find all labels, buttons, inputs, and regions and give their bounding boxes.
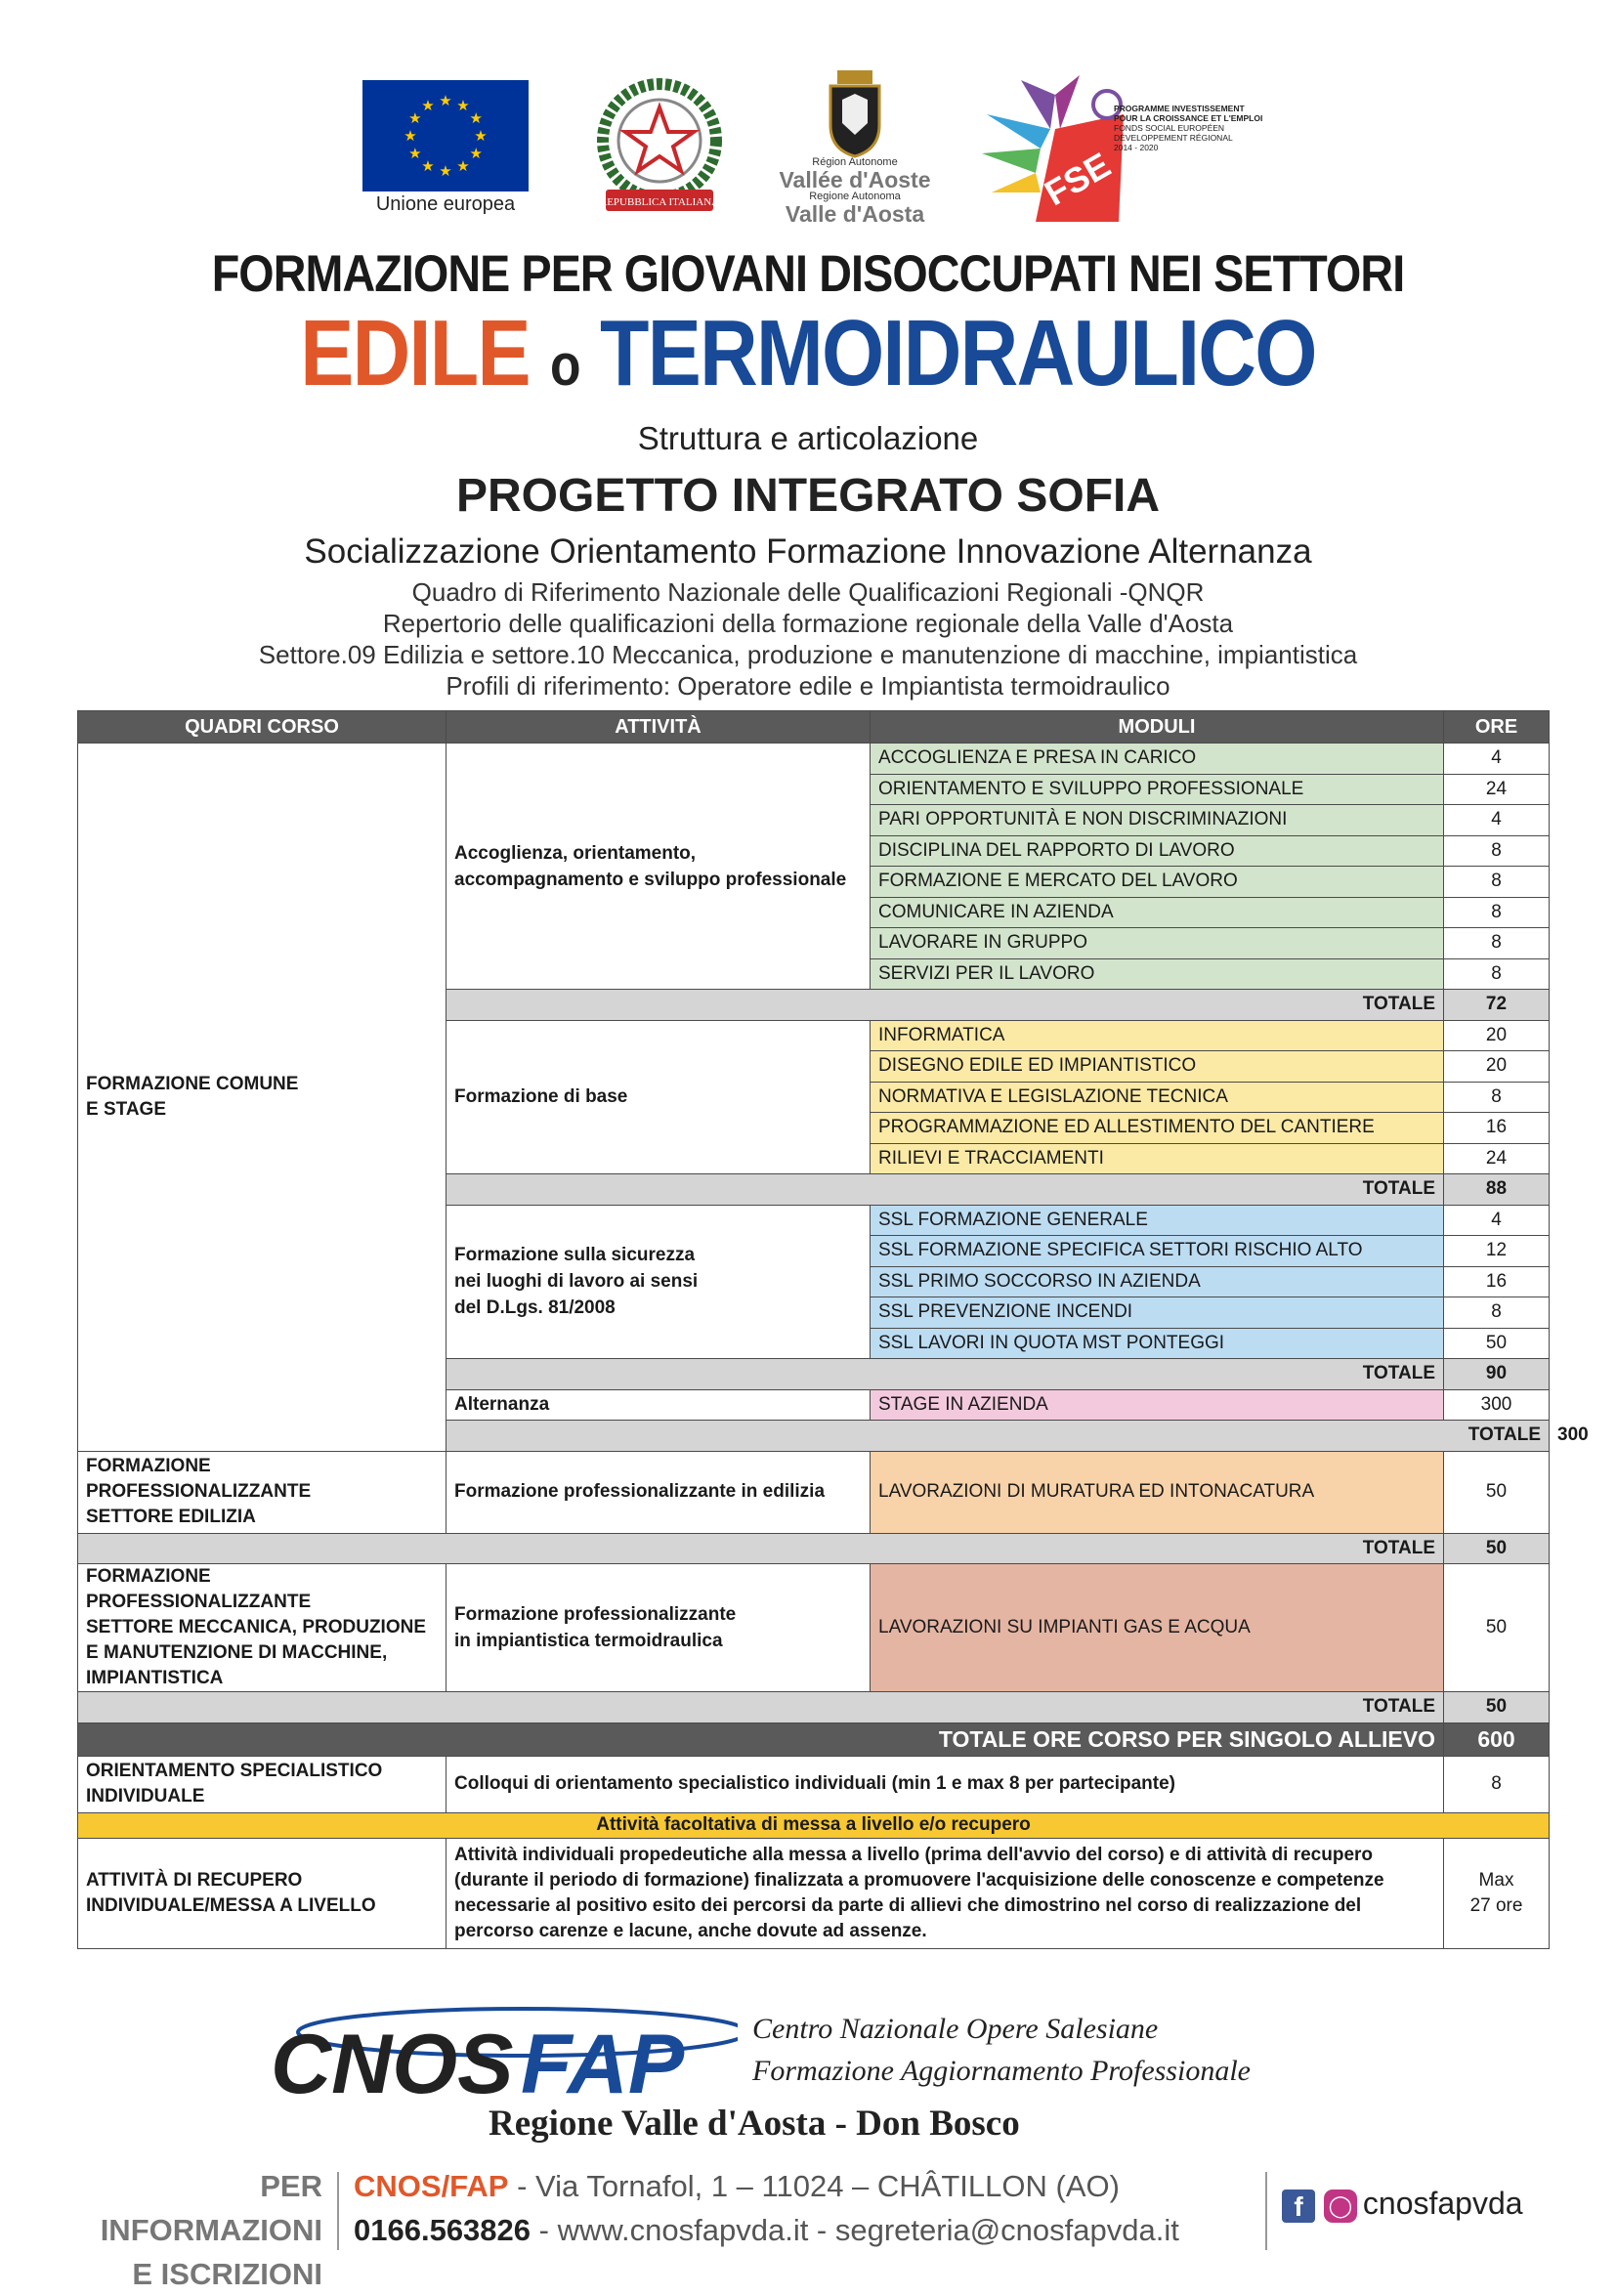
cnos-word: CNOS: [271, 2018, 514, 2110]
instagram-icon[interactable]: ◯: [1324, 2190, 1357, 2223]
modulo-cell: PROGRAMMAZIONE ED ALLESTIMENTO DEL CANTIERE: [871, 1113, 1444, 1144]
ore-cell: 8: [1444, 897, 1550, 928]
ore-cell: 50: [1444, 1451, 1550, 1533]
modulo-cell: ACCOGLIENZA E PRESA IN CARICO: [871, 744, 1444, 775]
social-handle[interactable]: [1282, 2186, 1523, 2223]
ore-cell: 12: [1444, 1236, 1550, 1267]
info-line: Profili di riferimento: Operatore edile e Impiantista termoidraulico: [446, 671, 1170, 701]
org-name: CNOS/FAP: [354, 2169, 509, 2203]
ore-cell: Max 27 ore: [1444, 1838, 1550, 1948]
grand-total-value: 600: [1444, 1722, 1550, 1756]
cnosfap-logo: [269, 2003, 738, 2110]
ore-cell: 8: [1444, 835, 1550, 867]
ore-cell: 8: [1444, 1082, 1550, 1113]
ore-cell: 8: [1444, 958, 1550, 990]
total-label: TOTALE: [447, 1421, 1550, 1452]
o-word: o: [550, 332, 579, 398]
quadro-cell: ATTIVITÀ DI RECUPERO INDIVIDUALE/MESSA A LIVELLO: [78, 1838, 447, 1948]
eu-star-icon: ★: [474, 128, 488, 145]
modulo-cell: DISEGNO EDILE ED IMPIANTISTICO: [871, 1051, 1444, 1083]
info-label-line: E ISCRIZIONI: [132, 2257, 322, 2291]
info-label: [68, 2164, 322, 2296]
grand-total-row: [78, 1722, 1550, 1756]
total-value: 50: [1444, 1692, 1550, 1723]
attivita-cell: Formazione di base: [447, 1020, 871, 1174]
info-line: Quadro di Riferimento Nazionale delle Qualificazioni Regionali -QNQR: [411, 577, 1205, 607]
edile-word: EDILE: [300, 301, 530, 405]
acronym-line: Socializzazione Orientamento Formazione Innovazione Alternanza: [304, 532, 1312, 571]
total-label: TOTALE: [447, 1174, 1444, 1206]
modulo-cell: ORIENTAMENTO E SVILUPPO PROFESSIONALE: [871, 774, 1444, 805]
divider: [337, 2172, 339, 2250]
modulo-cell: SERVIZI PER IL LAVORO: [871, 958, 1444, 990]
fse-line: DÉVELOPPEMENT RÉGIONAL: [1114, 133, 1233, 143]
ore-cell: 50: [1444, 1564, 1550, 1692]
contact-details: [354, 2164, 1179, 2252]
web-email[interactable]: - www.cnosfapvda.it - segreteria@cnosfapvda.it: [531, 2213, 1179, 2247]
col-header: MODULI: [871, 711, 1444, 744]
table-row: [78, 1451, 1550, 1533]
sector-heading: [113, 301, 1503, 414]
table-header-row: [78, 711, 1550, 744]
org-line: Formazione Aggiornamento Professionale: [752, 2055, 1251, 2087]
ore-cell: 50: [1444, 1328, 1550, 1359]
attivita-cell: Alternanza: [447, 1389, 871, 1421]
structure-subtitle: Struttura e articolazione: [637, 420, 979, 456]
eu-star-icon: ★: [456, 97, 470, 114]
eu-star-icon: ★: [439, 93, 452, 109]
ore-cell: 16: [1444, 1113, 1550, 1144]
modulo-cell: SSL LAVORI IN QUOTA MST PONTEGGI: [871, 1328, 1444, 1359]
eu-star-icon: ★: [404, 128, 417, 145]
modulo-cell: RILIEVI E TRACCIAMENTI: [871, 1143, 1444, 1174]
fse-logo: [982, 75, 1128, 227]
modulo-cell: INFORMATICA: [871, 1020, 1444, 1051]
attivita-cell: Formazione sulla sicurezza nei luoghi di lavoro ai sensi del D.Lgs. 81/2008: [447, 1205, 871, 1359]
ore-cell: 4: [1444, 1205, 1550, 1236]
optional-activity-label: Attività facoltativa di messa a livello e/o recupero: [78, 1812, 1550, 1838]
modulo-cell: FORMAZIONE E MERCATO DEL LAVORO: [871, 867, 1444, 898]
eu-star-icon: ★: [408, 146, 422, 162]
contact-footer: [0, 2164, 1616, 2291]
modulo-cell: LAVORAZIONI SU IMPIANTI GAS E ACQUA: [871, 1564, 1444, 1692]
reference-info: [0, 576, 1616, 702]
total-row: [78, 1692, 1550, 1723]
quadro-cell: FORMAZIONE COMUNE E STAGE: [78, 744, 447, 1452]
facebook-icon[interactable]: f: [1282, 2190, 1315, 2223]
total-row: TOTALE 300: [78, 1421, 1550, 1452]
eu-caption: Unione europea: [375, 193, 516, 215]
quadro-cell: FORMAZIONE PROFESSIONALIZZANTE SETTORE MECCANICA, PRODUZIONE E MANUTENZIONE DI MACCHINE, IMPIANTISTICA: [78, 1564, 447, 1692]
total-value: 50: [1444, 1533, 1550, 1564]
quadro-cell: FORMAZIONE PROFESSIONALIZZANTE SETTORE EDILIZIA: [78, 1451, 447, 1533]
main-heading: FORMAZIONE PER GIOVANI DISOCCUPATI NEI SETTORI: [211, 245, 1405, 303]
vda-small-it: Regione Autonoma: [809, 191, 901, 202]
fse-line: PROGRAMME INVESTISSEMENT: [1114, 104, 1245, 113]
ore-cell: 24: [1444, 774, 1550, 805]
fse-line: POUR LA CROISSANCE ET L'EMPLOI: [1114, 113, 1263, 123]
fse-line: 2014 - 2020: [1114, 143, 1159, 152]
table-row: [78, 1564, 1550, 1692]
regione-line: Regione Valle d'Aosta - Don Bosco: [489, 2104, 1020, 2144]
table-row: [78, 744, 1550, 775]
eu-star-icon: ★: [439, 163, 452, 180]
social-name: cnosfapvda: [1362, 2186, 1523, 2221]
attivita-cell: Accoglienza, orientamento, accompagnamento e sviluppo professionale: [447, 744, 871, 990]
eu-star-icon: ★: [408, 110, 422, 127]
total-value: 72: [1444, 990, 1550, 1021]
fse-text: [1114, 104, 1290, 152]
italian-republic-emblem: [586, 70, 733, 227]
table-row: [78, 1838, 1550, 1948]
ore-cell: 20: [1444, 1020, 1550, 1051]
ore-cell: 8: [1444, 1297, 1550, 1329]
course-table: [77, 710, 1589, 1949]
ore-cell: 16: [1444, 1266, 1550, 1297]
eu-star-icon: ★: [421, 97, 435, 114]
attivita-cell: Formazione professionalizzante in edilizia: [447, 1451, 871, 1533]
grand-total-label: TOTALE ORE CORSO PER SINGOLO ALLIEVO: [78, 1722, 1444, 1756]
fse-letters: FSE: [1038, 144, 1118, 214]
attivita-cell: Formazione professionalizzante in impiantistica termoidraulica: [447, 1564, 871, 1692]
total-label: TOTALE: [78, 1533, 1444, 1564]
ore-cell: 8: [1444, 1756, 1550, 1812]
cnosfap-description: [752, 2008, 1251, 2092]
modulo-cell: LAVORARE IN GRUPPO: [871, 928, 1444, 959]
col-header: QUADRI CORSO: [78, 711, 447, 744]
attivita-description: Attività individuali propedeutiche alla messa a livello (prima dell'avvio del corso) e di attività di recupero (durante il periodo di formazione) finalizzata a promuovere l'acquisizione delle conoscenze e competenze necessarie al positivo esito dei percorsi da parte di allievi che dimostrino nel corso di realizzazione del percorso carenze e lacune, anche dovute ad assenze.: [447, 1838, 1444, 1948]
col-header: ORE: [1444, 711, 1550, 744]
eu-star-icon: ★: [421, 158, 435, 176]
total-label: TOTALE: [447, 1359, 1444, 1390]
republic-ribbon-text: REPUBBLICA ITALIANA: [599, 196, 720, 208]
logos-bar: [0, 70, 1616, 236]
project-title: PROGETTO INTEGRATO SOFIA: [455, 470, 1161, 522]
total-label: TOTALE: [78, 1692, 1444, 1723]
vda-small-fr: Région Autonome: [812, 156, 898, 168]
info-label-line: PER INFORMAZIONI: [100, 2169, 322, 2247]
optional-activity-row: [78, 1812, 1550, 1838]
vda-text: [772, 156, 938, 225]
eu-flag-logo: [362, 80, 529, 191]
eu-star-icon: ★: [469, 110, 483, 127]
modulo-cell: PARI OPPORTUNITÀ E NON DISCRIMINAZIONI: [871, 805, 1444, 836]
fap-word: FAP: [521, 2018, 685, 2110]
modulo-cell: SSL PRIMO SOCCORSO IN AZIENDA: [871, 1266, 1444, 1297]
attivita-cell: Colloqui di orientamento specialistico individuali (min 1 e max 8 per partecipante): [447, 1756, 1444, 1812]
modulo-cell: COMUNICARE IN AZIENDA: [871, 897, 1444, 928]
table-row: [78, 1756, 1550, 1812]
modulo-cell: SSL FORMAZIONE SPECIFICA SETTORI RISCHIO ALTO: [871, 1236, 1444, 1267]
termo-word: TERMOIDRAULICO: [600, 301, 1316, 405]
quadro-cell: ORIENTAMENTO SPECIALISTICO INDIVIDUALE: [78, 1756, 447, 1812]
ore-cell: 300: [1444, 1389, 1550, 1421]
ore-cell: 4: [1444, 744, 1550, 775]
vda-big-fr: Vallée d'Aoste: [779, 167, 931, 192]
total-value: 90: [1444, 1359, 1550, 1390]
modulo-cell: SSL FORMAZIONE GENERALE: [871, 1205, 1444, 1236]
modulo-cell: SSL PREVENZIONE INCENDI: [871, 1297, 1444, 1329]
total-row: [78, 1533, 1550, 1564]
phone[interactable]: 0166.563826: [354, 2213, 532, 2247]
modulo-cell: STAGE IN AZIENDA: [871, 1389, 1444, 1421]
modulo-cell: LAVORAZIONI DI MURATURA ED INTONACATURA: [871, 1451, 1444, 1533]
col-header: ATTIVITÀ: [447, 711, 871, 744]
eu-star-icon: ★: [469, 146, 483, 162]
ore-cell: 8: [1444, 928, 1550, 959]
total-value: 88: [1444, 1174, 1550, 1206]
fse-line: FONDS SOCIAL EUROPÉEN: [1114, 123, 1225, 133]
ore-cell: 4: [1444, 805, 1550, 836]
modulo-cell: NORMATIVA E LEGISLAZIONE TECNICA: [871, 1082, 1444, 1113]
info-line: Repertorio delle qualificazioni della formazione regionale della Valle d'Aosta: [382, 609, 1234, 638]
divider: [1265, 2172, 1267, 2250]
ore-cell: 24: [1444, 1143, 1550, 1174]
eu-star-icon: ★: [456, 158, 470, 176]
info-line: Settore.09 Edilizia e settore.10 Meccanica, produzione e manutenzione di macchine, impiantistica: [258, 640, 1358, 669]
org-line: Centro Nazionale Opere Salesiane: [752, 2013, 1159, 2045]
ore-cell: 20: [1444, 1051, 1550, 1083]
ore-cell: 8: [1444, 867, 1550, 898]
total-label: TOTALE: [447, 990, 1444, 1021]
vda-big-it: Valle d'Aosta: [785, 201, 925, 227]
modulo-cell: DISCIPLINA DEL RAPPORTO DI LAVORO: [871, 835, 1444, 867]
address: - Via Tornafol, 1 – 11024 – CHÂTILLON (AO): [508, 2169, 1120, 2203]
